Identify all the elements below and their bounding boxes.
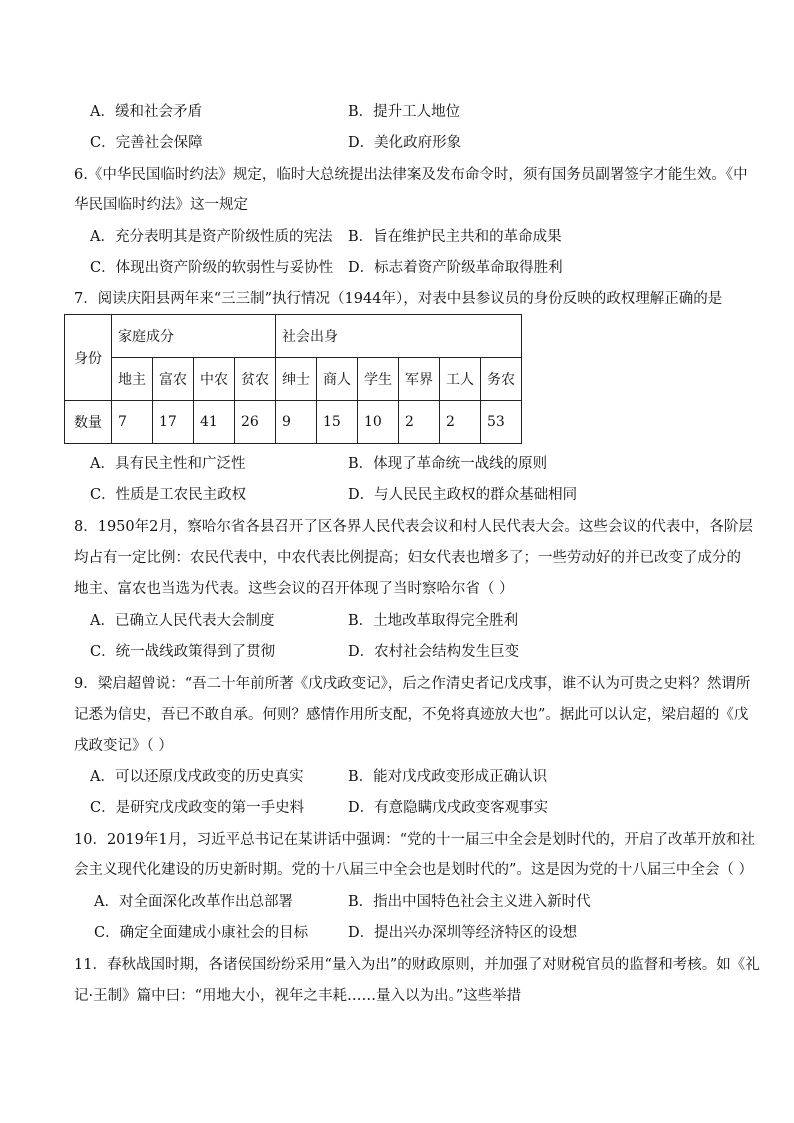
q10-option-b[interactable]: B．指出中国特色社会主义进入新时代 bbox=[348, 894, 591, 910]
table-col-header: 绅士 bbox=[276, 358, 317, 401]
q7-stem: 7．阅读庆阳县两年来“三三制”执行情况（1944年），对表中县参议员的身份反映的政权理解正确的是 bbox=[74, 291, 723, 307]
table-group-header-family: 家庭成分 bbox=[112, 315, 276, 358]
q11-stem-line-2: 记·王制》篇中曰：“用地大小，视年之丰耗……量入以为出。”这些举措 bbox=[74, 988, 522, 1004]
table-cell: 41 bbox=[194, 401, 235, 444]
q5-option-d[interactable]: D．美化政府形象 bbox=[348, 135, 462, 151]
table-col-header: 军界 bbox=[399, 358, 440, 401]
q10-stem-line-2: 会主义现代化建设的历史新时期。党的十八届三中全会也是划时代的”。这是因为党的十八届三中全会（ ） bbox=[74, 862, 754, 878]
q6-option-a[interactable]: A．充分表明其是资产阶级性质的宪法 bbox=[90, 229, 333, 245]
q6-option-c[interactable]: C．体现出资产阶级的软弱性与妥协性 bbox=[90, 260, 334, 276]
table-cell: 17 bbox=[153, 401, 194, 444]
q10-option-d[interactable]: D．提出兴办深圳等经济特区的设想 bbox=[348, 925, 578, 941]
q11-stem-line-1: 11．春秋战国时期，各诸侯国纷纷采用“量入为出”的财政原则，并加强了对财税官员的监督和考核。如《礼 bbox=[74, 957, 760, 973]
table-cell: 10 bbox=[358, 401, 399, 444]
q5-option-c[interactable]: C．完善社会保障 bbox=[90, 135, 203, 151]
table-cell: 2 bbox=[440, 401, 481, 444]
q7-option-c[interactable]: C．性质是工农民主政权 bbox=[90, 487, 247, 503]
q9-stem-line-1: 9．梁启超曾说：“吾二十年前所著《戊戌政变记》，后之作清史者记戊戌事，谁不认为可贵之史料？然谓所 bbox=[74, 676, 751, 692]
table-row-header-identity: 身份 bbox=[65, 315, 112, 401]
q7-table bbox=[64, 314, 522, 444]
q7-option-d[interactable]: D．与人民民主政权的群众基础相同 bbox=[348, 487, 578, 503]
table-col-header: 务农 bbox=[481, 358, 522, 401]
table-cell: 9 bbox=[276, 401, 317, 444]
q9-option-a[interactable]: A．可以还原戊戌政变的历史真实 bbox=[90, 769, 304, 785]
q6-stem-line-2: 华民国临时约法》这一规定 bbox=[74, 197, 248, 213]
q9-option-b[interactable]: B．能对戊戌政变形成正确认识 bbox=[348, 769, 548, 785]
table-group-header-social: 社会出身 bbox=[276, 315, 522, 358]
table-col-header: 富农 bbox=[153, 358, 194, 401]
q9-stem-line-3: 戌政变记》（ ） bbox=[74, 738, 173, 754]
q8-option-a[interactable]: A．已确立人民代表大会制度 bbox=[90, 613, 275, 629]
table-col-header: 商人 bbox=[317, 358, 358, 401]
table-row-header-count: 数量 bbox=[65, 401, 112, 444]
table-cell: 2 bbox=[399, 401, 440, 444]
q6-option-b[interactable]: B．旨在维护民主共和的革命成果 bbox=[348, 229, 562, 245]
q8-option-d[interactable]: D．农村社会结构发生巨变 bbox=[348, 644, 520, 660]
q9-stem-line-2: 记悉为信史，吾已不敢自承。何则？感情作用所支配，不免将真迹放大也”。据此可以认定，梁启超的《戊 bbox=[74, 707, 749, 723]
q8-option-b[interactable]: B．土地改革取得完全胜利 bbox=[348, 613, 519, 629]
table-cell: 15 bbox=[317, 401, 358, 444]
table-row bbox=[65, 401, 522, 444]
q7-option-a[interactable]: A．具有民主性和广泛性 bbox=[90, 456, 246, 472]
q6-option-d[interactable]: D．标志着资产阶级革命取得胜利 bbox=[348, 260, 563, 276]
q9-option-d[interactable]: D．有意隐瞒戊戌政变客观事实 bbox=[348, 800, 549, 816]
q6-stem-line-1: 6.《中华民国临时约法》规定，临时大总统提出法律案及发布命令时，须有国务员副署签字才能生效。《中 bbox=[74, 167, 748, 183]
q10-stem-line-1: 10．2019年1月，习近平总书记在某讲话中强调：“党的十一届三中全会是划时代的，开启了改革开放和社 bbox=[74, 832, 755, 848]
table-cell: 7 bbox=[112, 401, 153, 444]
table-col-header: 学生 bbox=[358, 358, 399, 401]
table-col-header: 贫农 bbox=[235, 358, 276, 401]
q9-option-c[interactable]: C．是研究戊戌政变的第一手史料 bbox=[90, 800, 305, 816]
q5-option-a[interactable]: A．缓和社会矛盾 bbox=[90, 104, 202, 120]
q8-stem-line-3: 地主、富农也当选为代表。这些会议的召开体现了当时察哈尔省（ ） bbox=[74, 581, 514, 597]
table-col-header: 地主 bbox=[112, 358, 153, 401]
q8-option-c[interactable]: C．统一战线政策得到了贯彻 bbox=[90, 644, 276, 660]
q8-stem-line-1: 8．1950年2月，察哈尔省各县召开了区各界人民代表会议和村人民代表大会。这些会议的代表中，各阶层 bbox=[74, 519, 753, 535]
q5-option-b[interactable]: B．提升工人地位 bbox=[348, 104, 461, 120]
table-row bbox=[65, 315, 522, 358]
q10-option-a[interactable]: A．对全面深化改革作出总部署 bbox=[94, 894, 293, 910]
table-col-header: 工人 bbox=[440, 358, 481, 401]
q7-option-b[interactable]: B．体现了革命统一战线的原则 bbox=[348, 456, 548, 472]
table-cell: 26 bbox=[235, 401, 276, 444]
q10-option-c[interactable]: C．确定全面建成小康社会的目标 bbox=[94, 925, 309, 941]
table-row bbox=[65, 358, 522, 401]
table-col-header: 中农 bbox=[194, 358, 235, 401]
table-cell: 53 bbox=[481, 401, 522, 444]
q8-stem-line-2: 均占有一定比例：农民代表中，中农代表比例提高；妇女代表也增多了；一些劳动好的并已改变了成分的 bbox=[74, 550, 741, 566]
